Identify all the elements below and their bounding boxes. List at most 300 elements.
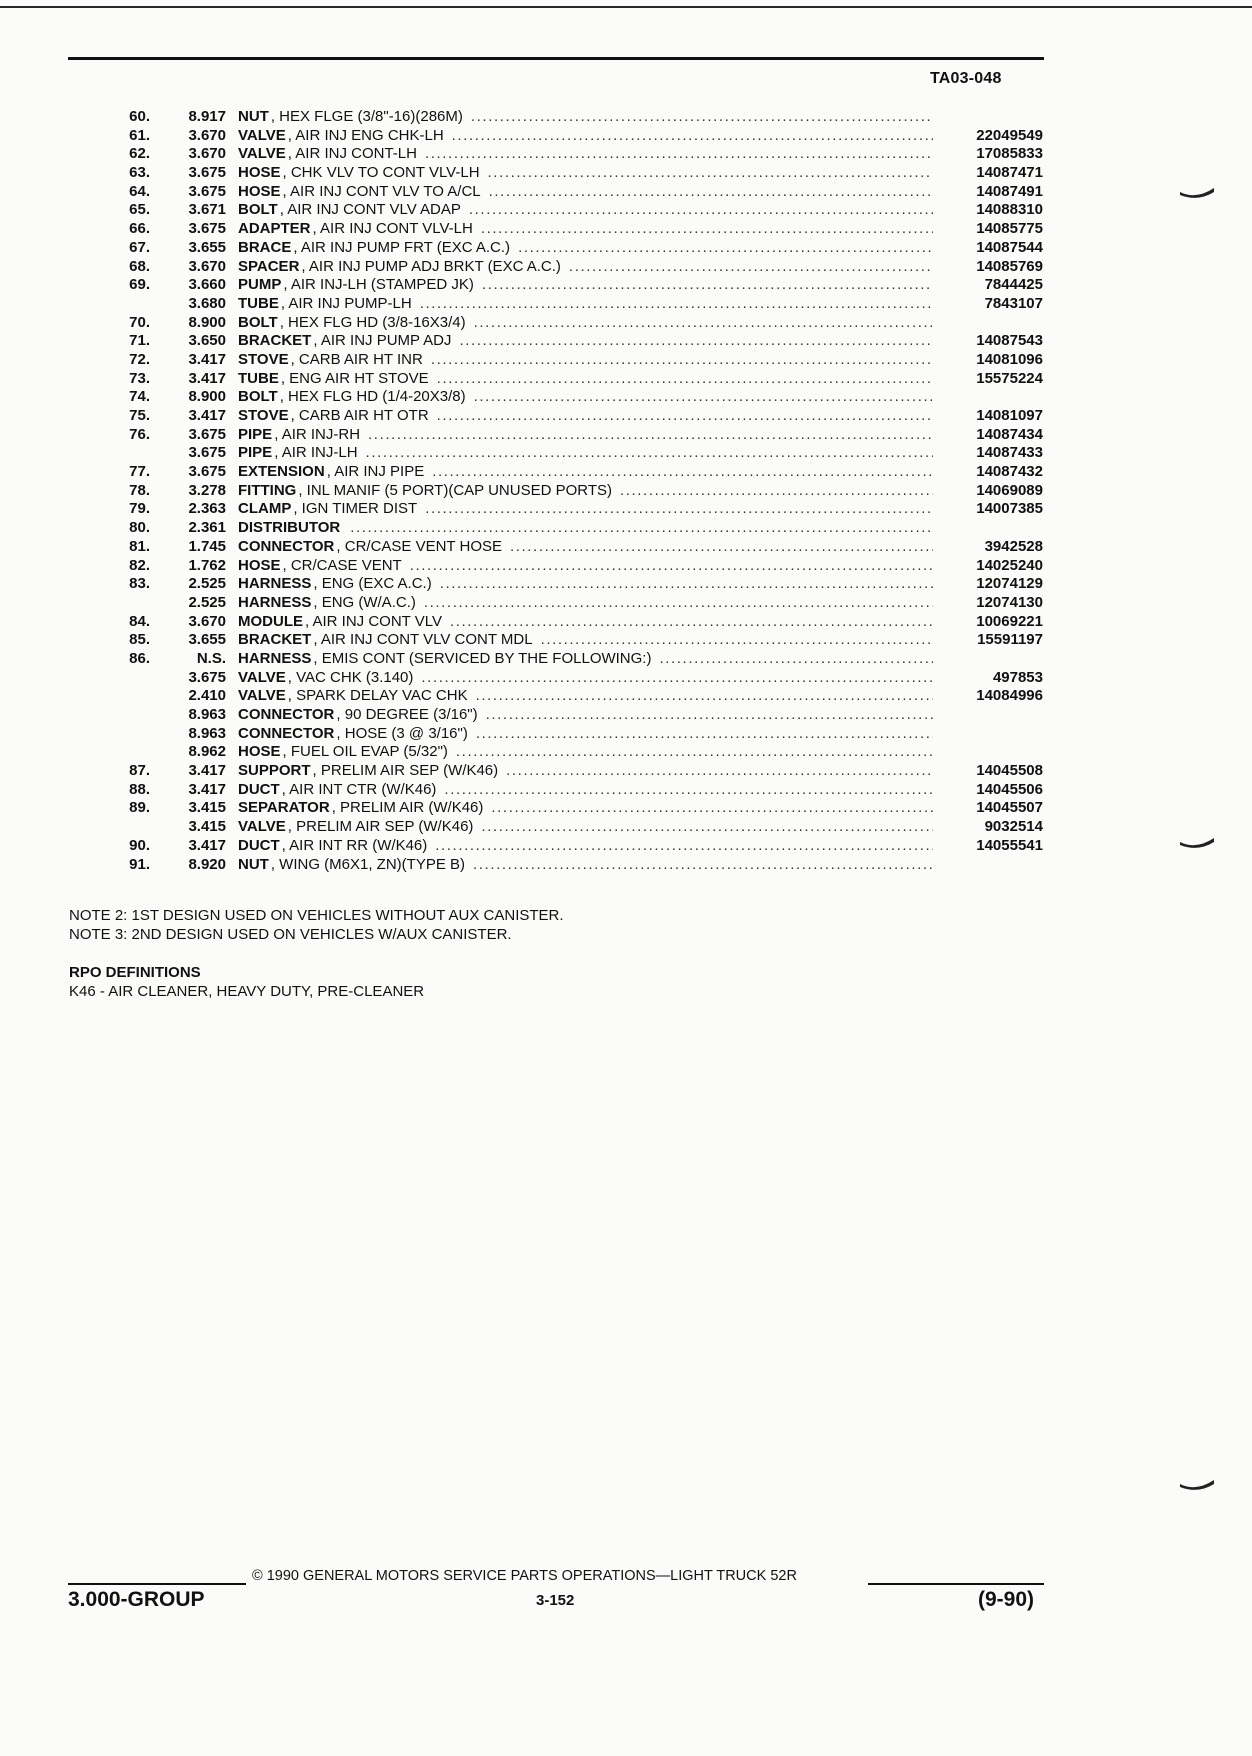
rpo-heading: RPO DEFINITIONS — [69, 964, 201, 981]
part-number: 12074130 — [976, 593, 1043, 611]
part-number: 10069221 — [976, 612, 1043, 630]
part-name: DISTRIBUTOR — [238, 519, 341, 537]
part-name: HARNESS — [238, 575, 312, 593]
part-description — [238, 575, 933, 594]
group-number: 8.900 — [188, 313, 226, 331]
dot-leader — [437, 407, 933, 426]
part-name: CONNECTOR — [238, 724, 335, 742]
part-description — [238, 856, 933, 875]
group-number: 1.762 — [188, 556, 226, 574]
part-detail: , IGN TIMER DIST — [293, 500, 418, 518]
item-number: 86. — [129, 649, 150, 667]
part-name: BRACE — [238, 238, 292, 256]
item-number: 73. — [129, 369, 150, 387]
part-row — [0, 631, 1252, 650]
part-row — [0, 201, 1252, 220]
part-detail: , PRELIM AIR SEP (W/K46) — [287, 818, 474, 836]
part-name: BOLT — [238, 313, 278, 331]
dot-leader — [424, 594, 933, 613]
item-number: 84. — [129, 612, 150, 630]
part-description — [238, 743, 933, 762]
part-detail: , INL MANIF (5 PORT)(CAP UNUSED PORTS) — [298, 481, 612, 499]
group-number: 2.361 — [188, 519, 226, 537]
item-number: 70. — [129, 313, 150, 331]
item-number: 64. — [129, 182, 150, 200]
group-number: 3.670 — [188, 612, 226, 630]
part-name: STOVE — [238, 407, 289, 424]
part-detail: , AIR INJ CONT VLV-LH — [312, 220, 473, 238]
part-name: CLAMP — [238, 500, 292, 518]
part-detail: , AIR INJ PUMP ADJ BRKT (EXC A.C.) — [301, 257, 561, 275]
part-name: FITTING — [238, 481, 297, 499]
part-row — [0, 407, 1252, 426]
item-number: 91. — [129, 855, 150, 873]
part-description — [238, 818, 933, 837]
part-row — [0, 276, 1252, 295]
part-name: VALVE — [238, 668, 286, 686]
item-number: 68. — [129, 257, 150, 275]
group-number: 3.675 — [188, 668, 226, 686]
group-number: 3.675 — [188, 463, 226, 481]
part-description — [238, 725, 933, 744]
part-description — [238, 669, 933, 688]
dot-leader — [506, 762, 933, 781]
group-number: 8.963 — [188, 724, 226, 742]
dot-leader — [420, 295, 933, 314]
part-number: 14025240 — [976, 556, 1043, 574]
dot-leader — [452, 127, 933, 146]
part-number: 17085833 — [976, 145, 1043, 163]
part-row — [0, 482, 1252, 501]
rpo-item: K46 - AIR CLEANER, HEAVY DUTY, PRE-CLEANER — [69, 982, 425, 1000]
part-row — [0, 388, 1252, 407]
part-detail: , AIR INJ PIPE — [326, 463, 425, 481]
part-description — [238, 183, 933, 202]
part-name: SPACER — [238, 257, 300, 275]
footer-rule-right — [868, 1583, 1044, 1585]
part-row — [0, 145, 1252, 164]
item-number: 83. — [129, 575, 150, 593]
group-number: 8.920 — [188, 855, 226, 873]
group-number: 8.900 — [188, 388, 226, 406]
part-name: VALVE — [238, 145, 286, 163]
part-name: MODULE — [238, 612, 303, 630]
group-number: 3.417 — [188, 369, 226, 387]
footer-rule-left — [68, 1583, 246, 1585]
part-name: SUPPORT — [238, 762, 311, 780]
part-number: 14088310 — [976, 201, 1043, 219]
scan-top-edge — [0, 6, 1252, 8]
scan-mark-icon — [1178, 836, 1218, 852]
part-detail: , AIR INJ PUMP ADJ — [313, 332, 452, 350]
item-number: 82. — [129, 556, 150, 574]
dot-leader — [459, 332, 933, 351]
part-description — [238, 108, 933, 127]
dot-leader — [431, 351, 933, 370]
part-number: 15591197 — [977, 631, 1043, 649]
copyright-line: © 1990 GENERAL MOTORS SERVICE PARTS OPERATIONS—LIGHT TRUCK 52R — [252, 1568, 797, 1584]
dot-leader — [474, 388, 933, 407]
part-row — [0, 183, 1252, 202]
part-row — [0, 127, 1252, 146]
part-detail: , ENG (EXC A.C.) — [313, 575, 432, 593]
part-row — [0, 762, 1252, 781]
part-number: 14087544 — [976, 238, 1043, 256]
part-name: HOSE — [238, 556, 281, 574]
part-row — [0, 463, 1252, 482]
part-number: 14081096 — [976, 350, 1043, 368]
part-name: PUMP — [238, 276, 282, 294]
item-number: 90. — [129, 836, 150, 854]
item-number: 66. — [129, 220, 150, 238]
part-description — [238, 276, 933, 295]
part-description — [238, 388, 933, 407]
note-line: NOTE 3: 2ND DESIGN USED ON VEHICLES W/AUX CANISTER. — [69, 925, 512, 943]
dot-leader — [518, 239, 933, 258]
part-name: HARNESS — [238, 649, 312, 667]
part-detail: , CR/CASE VENT — [282, 556, 402, 574]
part-row — [0, 370, 1252, 389]
part-name: DUCT — [238, 836, 280, 854]
dot-leader — [471, 108, 933, 127]
part-number: 497853 — [992, 668, 1043, 686]
part-name: ADAPTER — [238, 220, 311, 238]
group-number: 3.675 — [188, 182, 226, 200]
part-description — [238, 762, 933, 781]
dot-leader — [421, 669, 933, 688]
part-row — [0, 164, 1252, 183]
part-description — [238, 426, 933, 445]
part-detail: , ENG AIR HT STOVE — [280, 369, 429, 387]
item-number: 74. — [129, 388, 150, 406]
dot-leader — [481, 220, 933, 239]
part-description — [238, 145, 933, 164]
group-number: 8.917 — [188, 108, 226, 125]
item-number: 61. — [129, 126, 150, 144]
part-detail: , CHK VLV TO CONT VLV-LH — [282, 164, 480, 182]
dot-leader — [569, 258, 933, 277]
dot-leader — [456, 743, 933, 762]
item-number: 67. — [129, 238, 150, 256]
revision-date: (9-90) — [978, 1588, 1035, 1611]
part-description — [238, 631, 933, 650]
item-number: 89. — [129, 799, 150, 817]
dot-leader — [510, 538, 933, 557]
part-number: 14087471 — [976, 164, 1043, 182]
group-number: 2.363 — [188, 500, 226, 518]
group-number: 3.417 — [188, 836, 226, 854]
part-detail: , AIR INJ CONT VLV — [305, 612, 442, 630]
part-name: BOLT — [238, 388, 278, 406]
item-number: 76. — [129, 425, 150, 443]
dot-leader — [425, 145, 933, 164]
part-detail: , VAC CHK (3.140) — [287, 668, 414, 686]
part-detail: , AIR INJ-RH — [274, 425, 361, 443]
part-detail: , CR/CASE VENT HOSE — [336, 537, 502, 555]
group-number: 8.963 — [188, 706, 226, 723]
item-number: 71. — [129, 332, 150, 350]
part-detail: , HEX FLGE (3/8"-16)(286M) — [270, 108, 463, 125]
part-row — [0, 856, 1252, 875]
group-number: 3.417 — [188, 780, 226, 798]
part-row — [0, 426, 1252, 445]
item-number: 80. — [129, 519, 150, 537]
part-row — [0, 444, 1252, 463]
part-description — [238, 482, 933, 501]
part-name: EXTENSION — [238, 463, 325, 481]
part-name: VALVE — [238, 126, 286, 144]
part-detail: , AIR INJ CONT-LH — [287, 145, 417, 163]
part-detail: , AIR INJ-LH — [274, 444, 358, 462]
part-detail: , 90 DEGREE (3/16") — [336, 706, 478, 723]
part-row — [0, 258, 1252, 277]
part-row — [0, 706, 1252, 725]
part-number: 14084996 — [976, 687, 1043, 705]
item-number: 60. — [129, 108, 150, 125]
dot-leader — [476, 687, 933, 706]
group-number: 3.680 — [188, 294, 226, 312]
part-number: 12074129 — [976, 575, 1043, 593]
part-detail: , AIR INJ CONT VLV CONT MDL — [313, 631, 533, 649]
dot-leader — [437, 370, 933, 389]
part-number: 14045506 — [976, 780, 1043, 798]
dot-leader — [476, 725, 933, 744]
part-detail: , AIR INJ CONT VLV TO A/CL — [282, 182, 481, 200]
part-name: TUBE — [238, 294, 279, 312]
part-number: 14081097 — [976, 407, 1043, 424]
part-description — [238, 687, 933, 706]
item-number: 78. — [129, 481, 150, 499]
group-number: 3.417 — [188, 407, 226, 424]
part-number: 22049549 — [976, 126, 1043, 144]
part-row — [0, 799, 1252, 818]
part-number: 7843107 — [984, 294, 1043, 312]
group-number: 3.417 — [188, 762, 226, 780]
part-number: 14087491 — [976, 182, 1043, 200]
dot-leader — [486, 706, 933, 725]
rpo-definitions — [69, 964, 424, 1001]
item-number: 85. — [129, 631, 150, 649]
part-row — [0, 332, 1252, 351]
header-rule — [68, 57, 1044, 60]
part-row — [0, 650, 1252, 669]
item-number: 75. — [129, 407, 150, 424]
part-row — [0, 239, 1252, 258]
group-number: N.S. — [196, 649, 226, 667]
part-number: 14045507 — [976, 799, 1043, 817]
group-number: 3.675 — [188, 220, 226, 238]
group-number: 3.417 — [188, 350, 226, 368]
item-number: 87. — [129, 762, 150, 780]
group-number: 3.415 — [188, 799, 226, 817]
part-description — [238, 594, 933, 613]
dot-leader — [620, 482, 933, 501]
group-number: 3.655 — [188, 238, 226, 256]
part-detail: , AIR INJ-LH (STAMPED JK) — [283, 276, 474, 294]
part-description — [238, 351, 933, 370]
group-number: 3.675 — [188, 444, 226, 462]
group-number: 3.670 — [188, 257, 226, 275]
part-number: 14069089 — [976, 481, 1043, 499]
part-detail: , AIR INJ CONT VLV ADAP — [279, 201, 461, 219]
part-description — [238, 799, 933, 818]
part-detail: , WING (M6X1, ZN)(TYPE B) — [270, 855, 466, 873]
part-row — [0, 743, 1252, 762]
item-number: 62. — [129, 145, 150, 163]
item-number: 65. — [129, 201, 150, 219]
part-description — [238, 781, 933, 800]
part-number: 14087433 — [976, 444, 1043, 462]
part-number: 14087432 — [976, 463, 1043, 481]
part-description — [238, 201, 933, 220]
part-row — [0, 613, 1252, 632]
part-row — [0, 351, 1252, 370]
part-description — [238, 164, 933, 183]
dot-leader — [350, 519, 933, 538]
item-number: 72. — [129, 350, 150, 368]
part-number: 14045508 — [976, 762, 1043, 780]
part-detail: , AIR INJ PUMP FRT (EXC A.C.) — [293, 238, 511, 256]
dot-leader — [659, 650, 933, 669]
group-number: 1.745 — [188, 537, 226, 555]
part-detail: , HOSE (3 @ 3/16") — [336, 724, 468, 742]
item-number: 63. — [129, 164, 150, 182]
dot-leader — [474, 314, 933, 333]
part-name: BRACKET — [238, 631, 312, 649]
page-number: 3-152 — [536, 1592, 575, 1609]
group-number: 3.675 — [188, 425, 226, 443]
part-detail: , CARB AIR HT INR — [290, 350, 423, 368]
dot-leader — [450, 613, 933, 632]
part-row — [0, 500, 1252, 519]
part-description — [238, 500, 933, 519]
part-number: 7844425 — [984, 276, 1043, 294]
part-detail: , CARB AIR HT OTR — [290, 407, 429, 424]
part-detail: , AIR INT RR (W/K46) — [281, 836, 428, 854]
dot-leader — [473, 856, 933, 875]
part-row — [0, 818, 1252, 837]
part-detail: , AIR INJ PUMP-LH — [280, 294, 412, 312]
part-name: PIPE — [238, 444, 273, 462]
part-detail: , PRELIM AIR SEP (W/K46) — [312, 762, 499, 780]
part-row — [0, 220, 1252, 239]
part-name: HOSE — [238, 164, 281, 182]
part-name: HOSE — [238, 743, 281, 761]
dot-leader — [440, 575, 933, 594]
part-row — [0, 687, 1252, 706]
group-number: 3.415 — [188, 818, 226, 836]
scan-mark-icon — [1178, 186, 1218, 202]
part-name: VALVE — [238, 818, 286, 836]
item-number: 88. — [129, 780, 150, 798]
part-detail: , HEX FLG HD (1/4-20X3/8) — [279, 388, 466, 406]
part-name: HARNESS — [238, 593, 312, 611]
group-number: 3.655 — [188, 631, 226, 649]
dot-leader — [482, 276, 933, 295]
group-number: 3.675 — [188, 164, 226, 182]
part-name: BOLT — [238, 201, 278, 219]
part-description — [238, 444, 933, 463]
group-number: 2.410 — [188, 687, 226, 705]
part-detail: , AIR INJ ENG CHK-LH — [287, 126, 444, 144]
group-number: 8.962 — [188, 743, 226, 761]
scan-mark-icon — [1178, 1478, 1218, 1494]
part-detail: , EMIS CONT (SERVICED BY THE FOLLOWING:) — [313, 649, 652, 667]
part-row — [0, 108, 1252, 127]
part-name: CONNECTOR — [238, 706, 335, 723]
part-row — [0, 575, 1252, 594]
group-number: 3.671 — [188, 201, 226, 219]
dot-leader — [489, 183, 933, 202]
part-description — [238, 127, 933, 146]
part-number: 14085775 — [976, 220, 1043, 238]
part-number: 14087434 — [976, 425, 1043, 443]
part-detail: , ENG (W/A.C.) — [313, 593, 416, 611]
part-number: 15575224 — [976, 369, 1043, 387]
dot-leader — [491, 799, 933, 818]
part-row — [0, 519, 1252, 538]
page-code: TA03-048 — [930, 70, 1002, 87]
part-name: STOVE — [238, 350, 289, 368]
item-number: 81. — [129, 537, 150, 555]
part-detail: , AIR INT CTR (W/K46) — [281, 780, 437, 798]
part-name: CONNECTOR — [238, 537, 335, 555]
part-number: 14087543 — [976, 332, 1043, 350]
part-description — [238, 463, 933, 482]
part-detail: , SPARK DELAY VAC CHK — [287, 687, 468, 705]
part-name: NUT — [238, 855, 269, 873]
item-number: 69. — [129, 276, 150, 294]
dot-leader — [368, 426, 933, 445]
part-number: 3942528 — [984, 537, 1043, 555]
part-description — [238, 258, 933, 277]
part-name: VALVE — [238, 687, 286, 705]
dot-leader — [481, 818, 933, 837]
part-name: HOSE — [238, 182, 281, 200]
parts-list — [0, 108, 1252, 874]
group-number: 3.278 — [188, 481, 226, 499]
dot-leader — [435, 837, 933, 856]
part-row — [0, 314, 1252, 333]
part-description — [238, 332, 933, 351]
part-row — [0, 594, 1252, 613]
part-detail: , FUEL OIL EVAP (5/32") — [282, 743, 448, 761]
part-number: 14085769 — [976, 257, 1043, 275]
part-row — [0, 295, 1252, 314]
part-name: DUCT — [238, 780, 280, 798]
dot-leader — [410, 557, 933, 576]
group-number: 2.525 — [188, 593, 226, 611]
part-name: TUBE — [238, 369, 279, 387]
part-detail: , HEX FLG HD (3/8-16X3/4) — [279, 313, 466, 331]
part-number: 14055541 — [976, 836, 1043, 854]
part-row — [0, 781, 1252, 800]
group-number: 3.670 — [188, 145, 226, 163]
group-label: 3.000-GROUP — [68, 1588, 205, 1611]
part-description — [238, 613, 933, 632]
group-number: 3.670 — [188, 126, 226, 144]
group-number: 3.650 — [188, 332, 226, 350]
part-description — [238, 650, 933, 669]
notes-block — [69, 907, 564, 944]
note-line: NOTE 2: 1ST DESIGN USED ON VEHICLES WITHOUT AUX CANISTER. — [69, 907, 564, 924]
part-name: PIPE — [238, 425, 273, 443]
dot-leader — [425, 500, 933, 519]
part-description — [238, 519, 933, 538]
item-number: 79. — [129, 500, 150, 518]
part-description — [238, 295, 933, 314]
part-number: 9032514 — [984, 818, 1043, 836]
